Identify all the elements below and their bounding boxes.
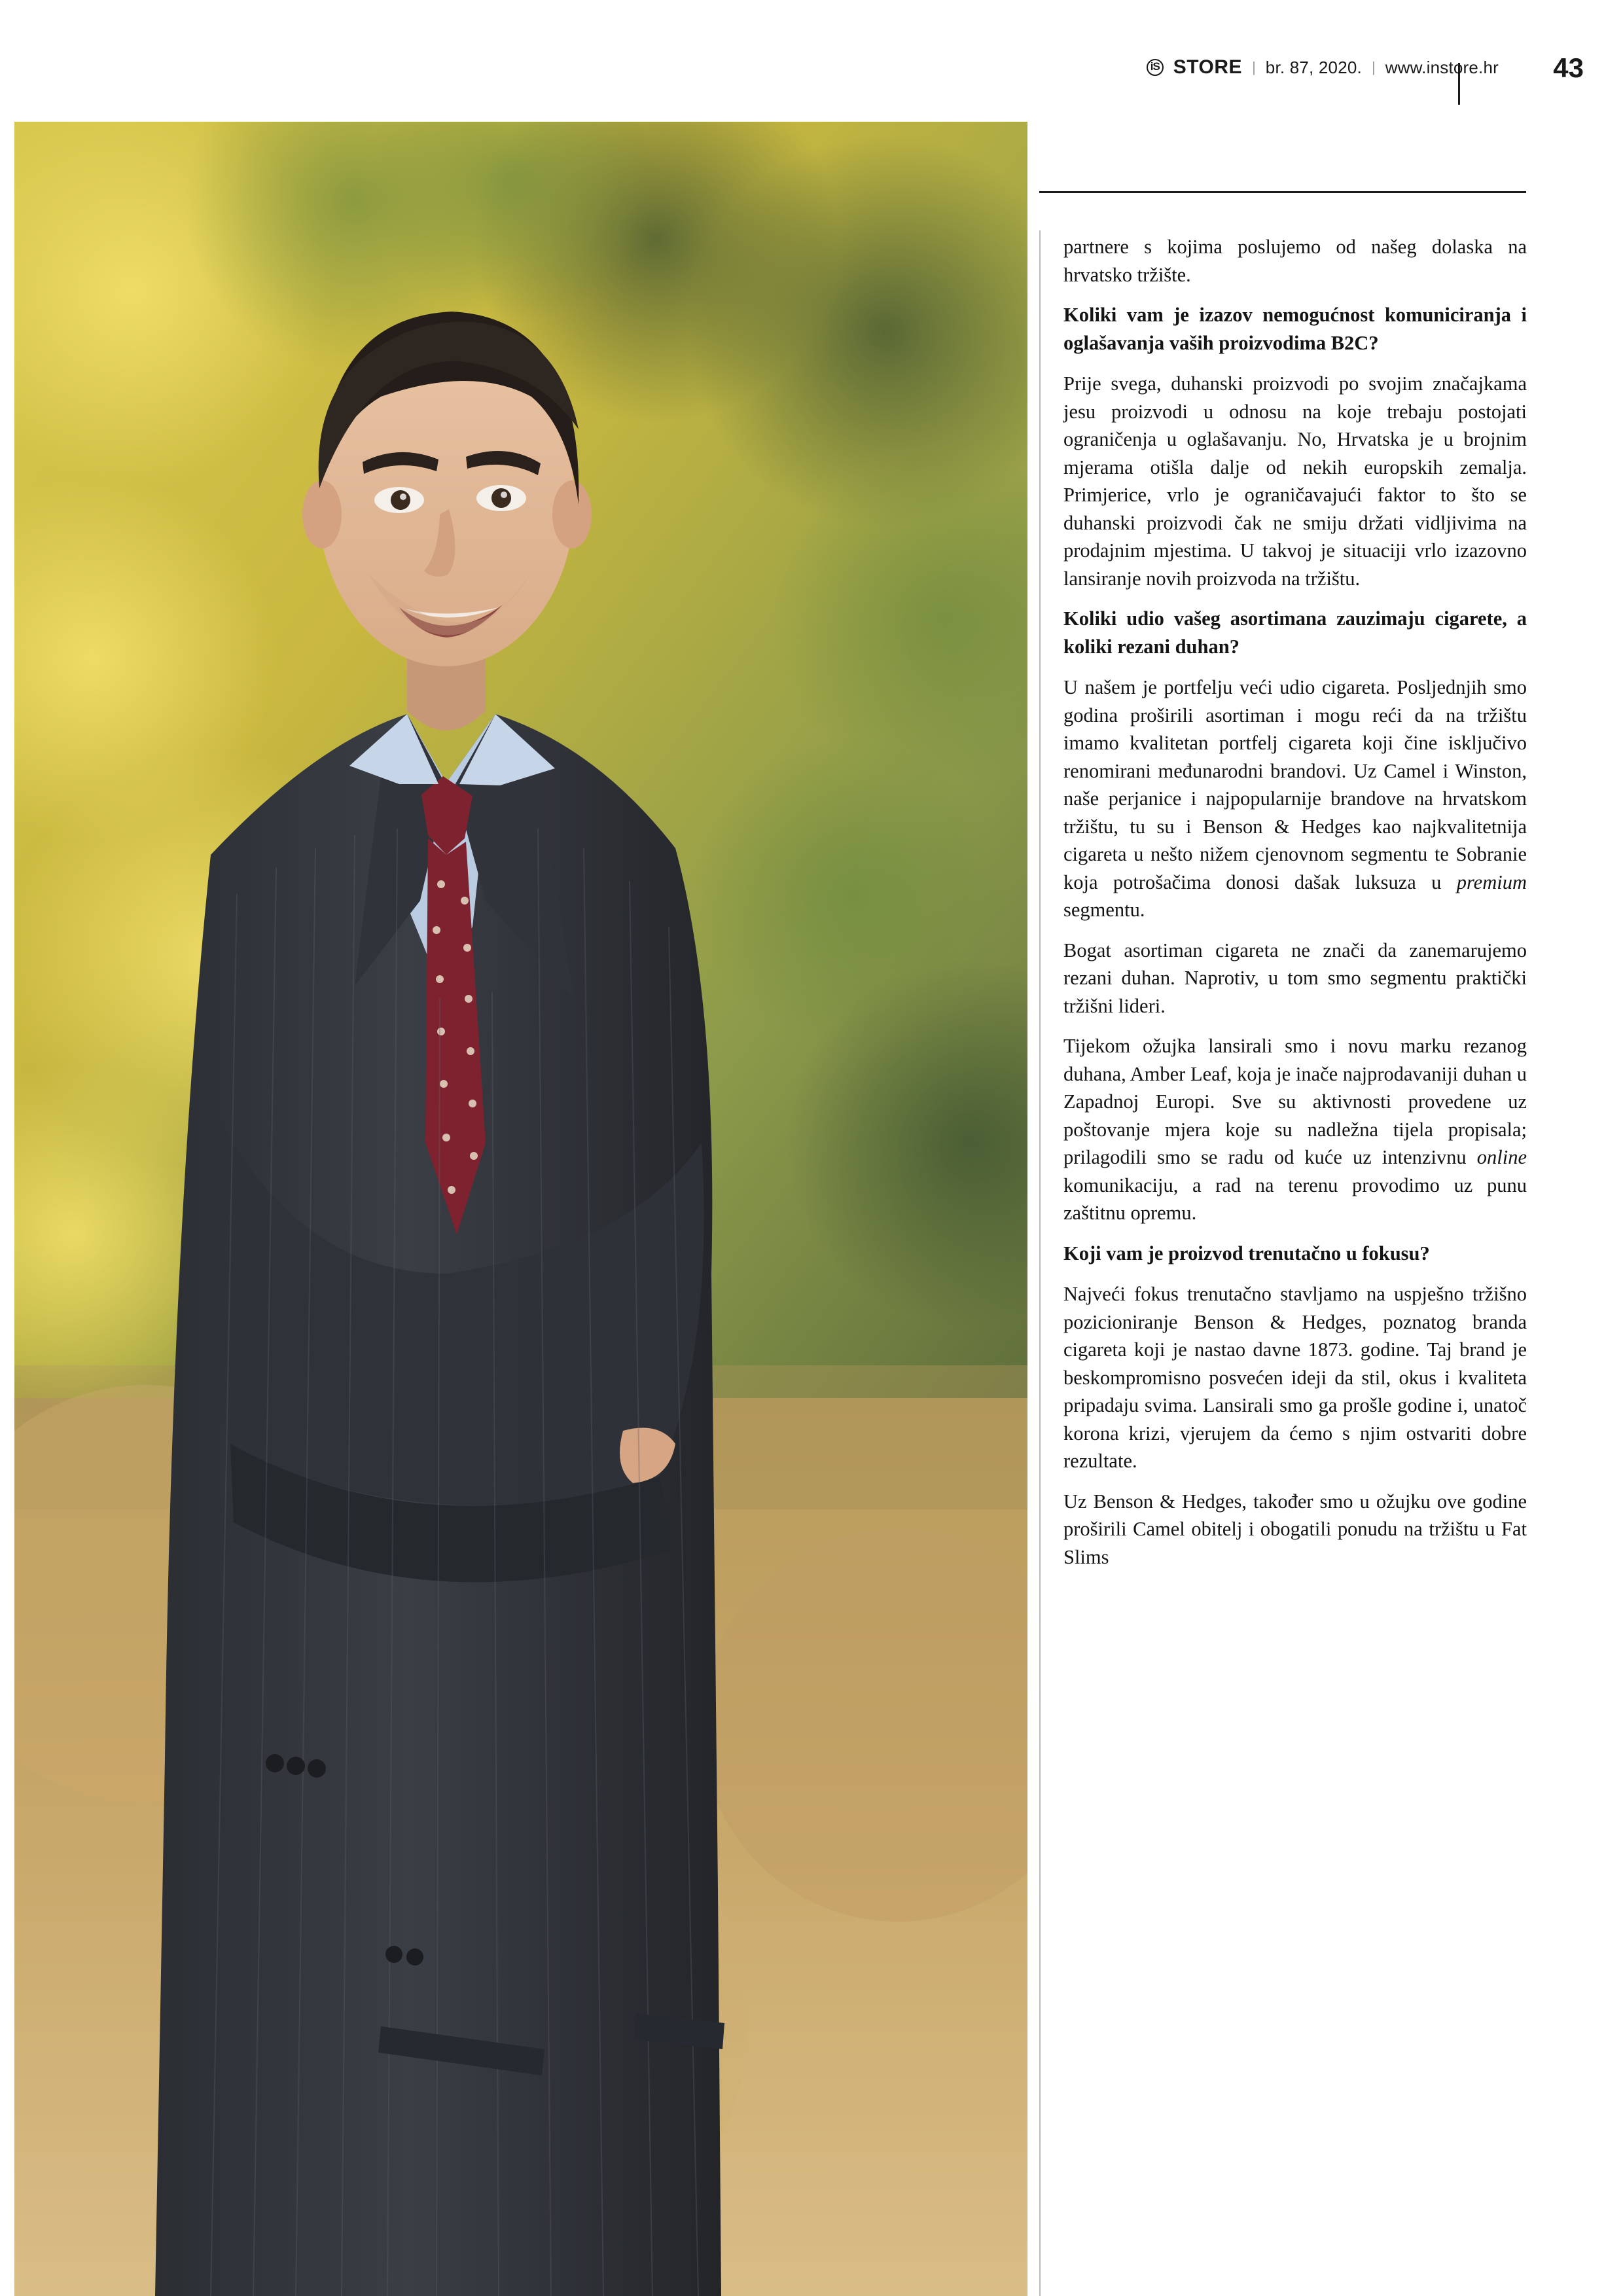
answer-focus-product: Najveći fokus trenutačno stavljamo na uspješno tržišno pozicioniranje Benson & Hedges, poznatog branda cigareta koji je nastao davne 1873. godine. Taj brand je beskompromisno posvećen ideji da stil, okus i kvaliteta pripadaju svima. Lansirali smo ga prošle godine i, unatoč korona krizi, vjerujem da ćemo s njim ostvariti dobre rezultate. <box>1063 1283 1527 1472</box>
answer-camel-family: Uz Benson & Hedges, također smo u ožujku ove godine proširili Camel obitelj i obogatili ponudu na tržištu u Fat Slims <box>1063 1490 1527 1568</box>
answer-amber-leaf-italic: online <box>1476 1146 1527 1168</box>
issue-label: br. 87, 2020. <box>1265 57 1362 77</box>
portrait-illustration <box>14 122 1027 2296</box>
answer-amber-leaf <box>1063 1032 1527 1227</box>
question-portfolio-share: Koliki udio vašeg asortimana zauzimaju cigarete, a koliki rezani duhan? <box>1063 607 1527 658</box>
masthead <box>1147 56 1499 79</box>
answer-portfolio-share <box>1063 673 1527 924</box>
answer-amber-leaf-lead: Tijekom ožujka lansirali smo i novu marku rezanog duhana, Amber Leaf, koja je inače najprodavaniji duhan u Zapadnoj Europi. Sve su aktivnosti provedene uz poštovanje mjera koje su nadležna tijela propisala; prilagodili smo se radu od kuće uz intenzivnu <box>1063 1035 1527 1168</box>
instore-logo-text: STORE <box>1173 56 1243 78</box>
page-number: 43 <box>1553 52 1584 83</box>
column-top-rule <box>1039 191 1526 193</box>
instore-logo-icon: iS <box>1147 59 1164 76</box>
column-left-rule <box>1039 230 1041 2296</box>
answer-cut-tobacco: Bogat asortiman cigareta ne znači da zanemarujemo rezani duhan. Naprotiv, u tom smo segmentu praktički tržišni lideri. <box>1063 939 1527 1017</box>
article-body <box>1063 233 1527 1571</box>
paragraph-intro: partnere s kojima poslujemo od našeg dolaska na hrvatsko tržište. <box>1063 236 1527 286</box>
question-focus-product: Koji vam je proizvod trenutačno u fokusu? <box>1063 1242 1430 1265</box>
answer-amber-leaf-tail: komunikaciju, a rad na terenu provodimo uz punu zaštitnu opremu. <box>1063 1174 1527 1224</box>
masthead-separator-1: | <box>1252 59 1256 75</box>
answer-portfolio-share-lead: U našem je portfelju veći udio cigareta. Posljednjih smo godina proširili asortiman i mogu reći da na tržištu imamo kvalitetan portfelj cigareta koji čine isključivo renomirani međunarodni brandovi. Uz Camel i Winston, naše perjanice i najpopularnije brandove na hrvatskom tržištu, tu su i Benson & Hedges kao najkvalitetnija cigareta u nešto nižem cjenovnom segmentu te Sobranie koja potrošačima donosi dašak luksuza u <box>1063 676 1527 893</box>
website-label: www.instore.hr <box>1385 57 1499 77</box>
answer-b2c: Prije svega, duhanski proizvodi po svojim značajkama jesu proizvodi u odnosu na koje trebaju postojati ograničenja u oglašavanju. No, Hrvatska je u brojnim mjerama otišla dalje od nekih europskih zemalja. Primjerice, vrlo je ograničavajući faktor to što se duhanski proizvodi čak ne smiju držati vidljivima na prodajnim mjestima. U takvoj je situaciji vrlo izazovno lansiranje novih proizvoda na tržištu. <box>1063 372 1527 590</box>
answer-portfolio-share-tail: segmentu. <box>1063 899 1145 921</box>
masthead-separator-2: | <box>1371 59 1376 75</box>
answer-portfolio-share-italic: premium <box>1456 870 1527 893</box>
portrait-photo <box>14 122 1027 2296</box>
question-b2c: Koliki vam je izazov nemogućnost komuniciranja i oglašavanja vaših proizvodima B2C? <box>1063 304 1527 354</box>
